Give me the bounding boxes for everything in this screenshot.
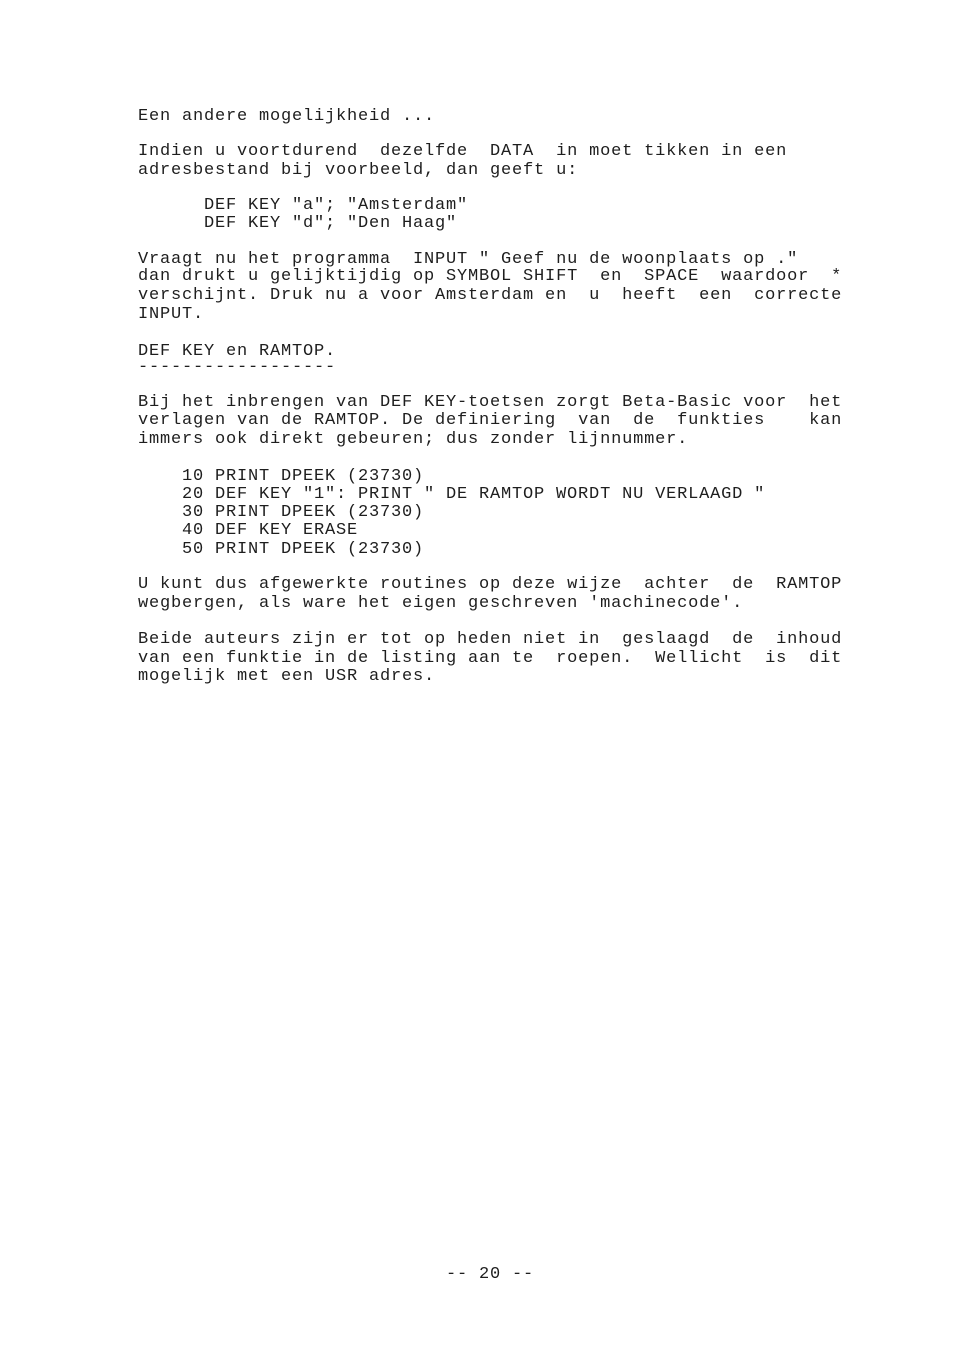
text-line: Vraagt nu het programma INPUT " Geef nu de woonplaats op .": [138, 250, 799, 269]
code-line: 50 PRINT DPEEK (23730): [182, 540, 425, 559]
text-line: mogelijk met een USR adres.: [138, 667, 436, 686]
code-line: 30 PRINT DPEEK (23730): [182, 503, 425, 522]
text-line: adresbestand bij voorbeeld, dan geeft u:: [138, 161, 579, 180]
code-line: 40 DEF KEY ERASE: [182, 521, 359, 540]
code-line: DEF KEY "a"; "Amsterdam": [204, 196, 469, 215]
text-line: INPUT.: [138, 305, 205, 324]
text-line: verschijnt. Druk nu a voor Amsterdam en u heeft een correcte: [138, 286, 843, 305]
section-title: DEF KEY en RAMTOP.: [138, 342, 337, 361]
text-line: Indien u voortdurend dezelfde DATA in moet tikken in een: [138, 142, 788, 161]
text-line: van een funktie in de listing aan te roepen. Wellicht is dit: [138, 649, 843, 668]
text-line: Beide auteurs zijn er tot op heden niet in geslaagd de inhoud: [138, 630, 843, 649]
intro-heading: Een andere mogelijkheid ...: [138, 107, 436, 126]
code-line: DEF KEY "d"; "Den Haag": [204, 214, 458, 233]
text-line: Bij het inbrengen van DEF KEY-toetsen zorgt Beta-Basic voor het: [138, 393, 843, 412]
code-line: 10 PRINT DPEEK (23730): [182, 467, 425, 486]
section-underline: ------------------: [138, 358, 337, 377]
text-line: immers ook direkt gebeuren; dus zonder lijnnummer.: [138, 430, 689, 449]
text-line: U kunt dus afgewerkte routines op deze wijze achter de RAMTOP: [138, 575, 843, 594]
text-line: wegbergen, als ware het eigen geschreven 'machinecode'.: [138, 594, 744, 613]
page-number: -- 20 --: [446, 1265, 535, 1284]
text-line: dan drukt u gelijktijdig op SYMBOL SHIFT en SPACE waardoor *: [138, 267, 843, 286]
code-line: 20 DEF KEY "1": PRINT " DE RAMTOP WORDT NU VERLAAGD ": [182, 485, 766, 504]
text-line: verlagen van de RAMTOP. De definiering van de funkties kan: [138, 411, 843, 430]
